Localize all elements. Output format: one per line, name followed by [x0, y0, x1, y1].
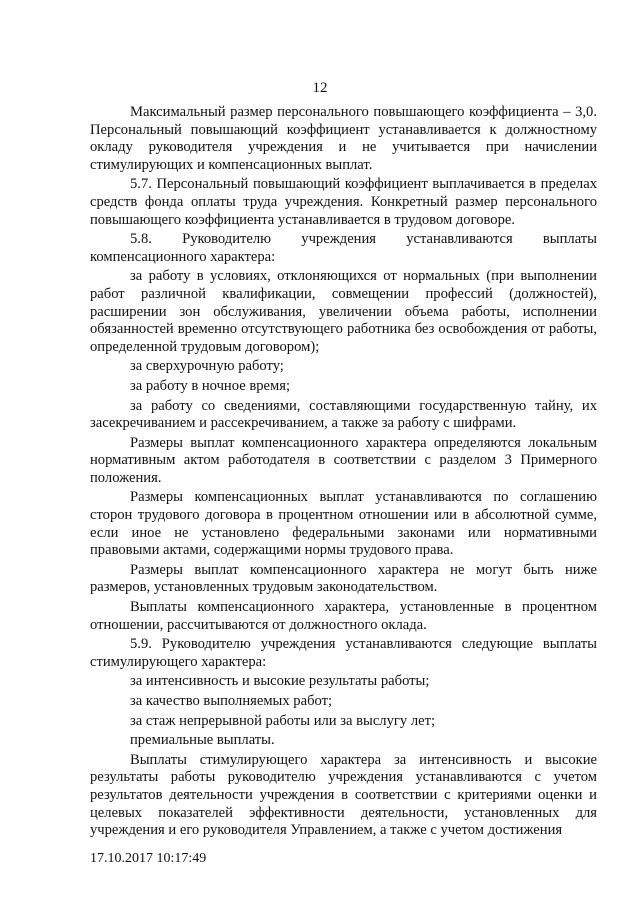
paragraph-max-coefficient: Максимальный размер персонального повышающего коэффициента – 3,0. Персональный повышающий коэффициент устанавливается к должностному окладу руководителя учреждения и не учитывается при начислении стимулирующих и компенсационных выплат.	[90, 104, 597, 173]
list-item-intensity: за интенсивность и высокие результаты работы;	[130, 673, 430, 690]
paragraph-compensation-minimum: Размеры выплат компенсационного характера не могут быть ниже размеров, установленных трудовым законодательством.	[90, 561, 597, 596]
page-number: 12	[312, 80, 328, 96]
list-item-seniority: за стаж непрерывной работы или за выслугу лет;	[130, 712, 436, 729]
paragraph-compensation-local-act: Размеры выплат компенсационного характера определяются локальным нормативным актом работодателя в соответствии с разделом 3 Примерного положения.	[90, 434, 597, 486]
paragraph-5-9: 5.9. Руководителю учреждения устанавливаются следующие выплаты стимулирующего характера:	[90, 636, 597, 670]
paragraph-5-7: 5.7. Персональный повышающий коэффициент выплачивается в пределах средств фонда оплаты труда учреждения. Конкретный размер персонального повышающего коэффициента устанавливается в трудовом договоре.	[90, 176, 597, 228]
paragraph-compensation-percent: Выплаты компенсационного характера, установленные в процентном отношении, рассчитываются от должностного оклада.	[90, 599, 597, 633]
list-item-state-secret: за работу со сведениями, составляющими государственную тайну, их засекречиванием и рассекречиванием, а также за работу с шифрами.	[90, 397, 597, 432]
list-item-overtime: за сверхурочную работу;	[130, 358, 284, 375]
paragraph-compensation-agreement: Размеры компенсационных выплат устанавливаются по соглашению сторон трудового договора в процентном отношении или в абсолютной сумме, если иное не установлено федеральными законами или нормативными правовыми актами, содержащими нормы трудового права.	[90, 489, 597, 559]
document-body	[90, 104, 597, 840]
list-item-abnormal-conditions: за работу в условиях, отклоняющихся от нормальных (при выполнении работ различной квалификации, совмещении профессий (должностей), расширении зон обслуживания, увеличении объема работы, исполнении обязанностей временно отсутствующего работника без освобождения от работы, определенной трудовым договором);	[90, 268, 597, 355]
list-item-night-work: за работу в ночное время;	[130, 377, 291, 394]
paragraph-stimulating-payments: Выплаты стимулирующего характера за интенсивность и высокие результаты работы руководителю учреждения устанавливаются с учетом результатов деятельности учреждения в соответствии с критериями оценки и целевых показателей эффективности деятельности, установленных для учреждения и его руководителя Управлением, а также с учетом достижения	[90, 751, 597, 839]
list-item-bonus: премиальные выплаты.	[130, 732, 275, 749]
footer-timestamp: 17.10.2017 10:17:49	[90, 851, 207, 866]
paragraph-5-8: 5.8. Руководителю учреждения устанавливаются выплаты компенсационного характера:	[90, 231, 597, 265]
list-item-quality: за качество выполняемых работ;	[130, 693, 333, 709]
